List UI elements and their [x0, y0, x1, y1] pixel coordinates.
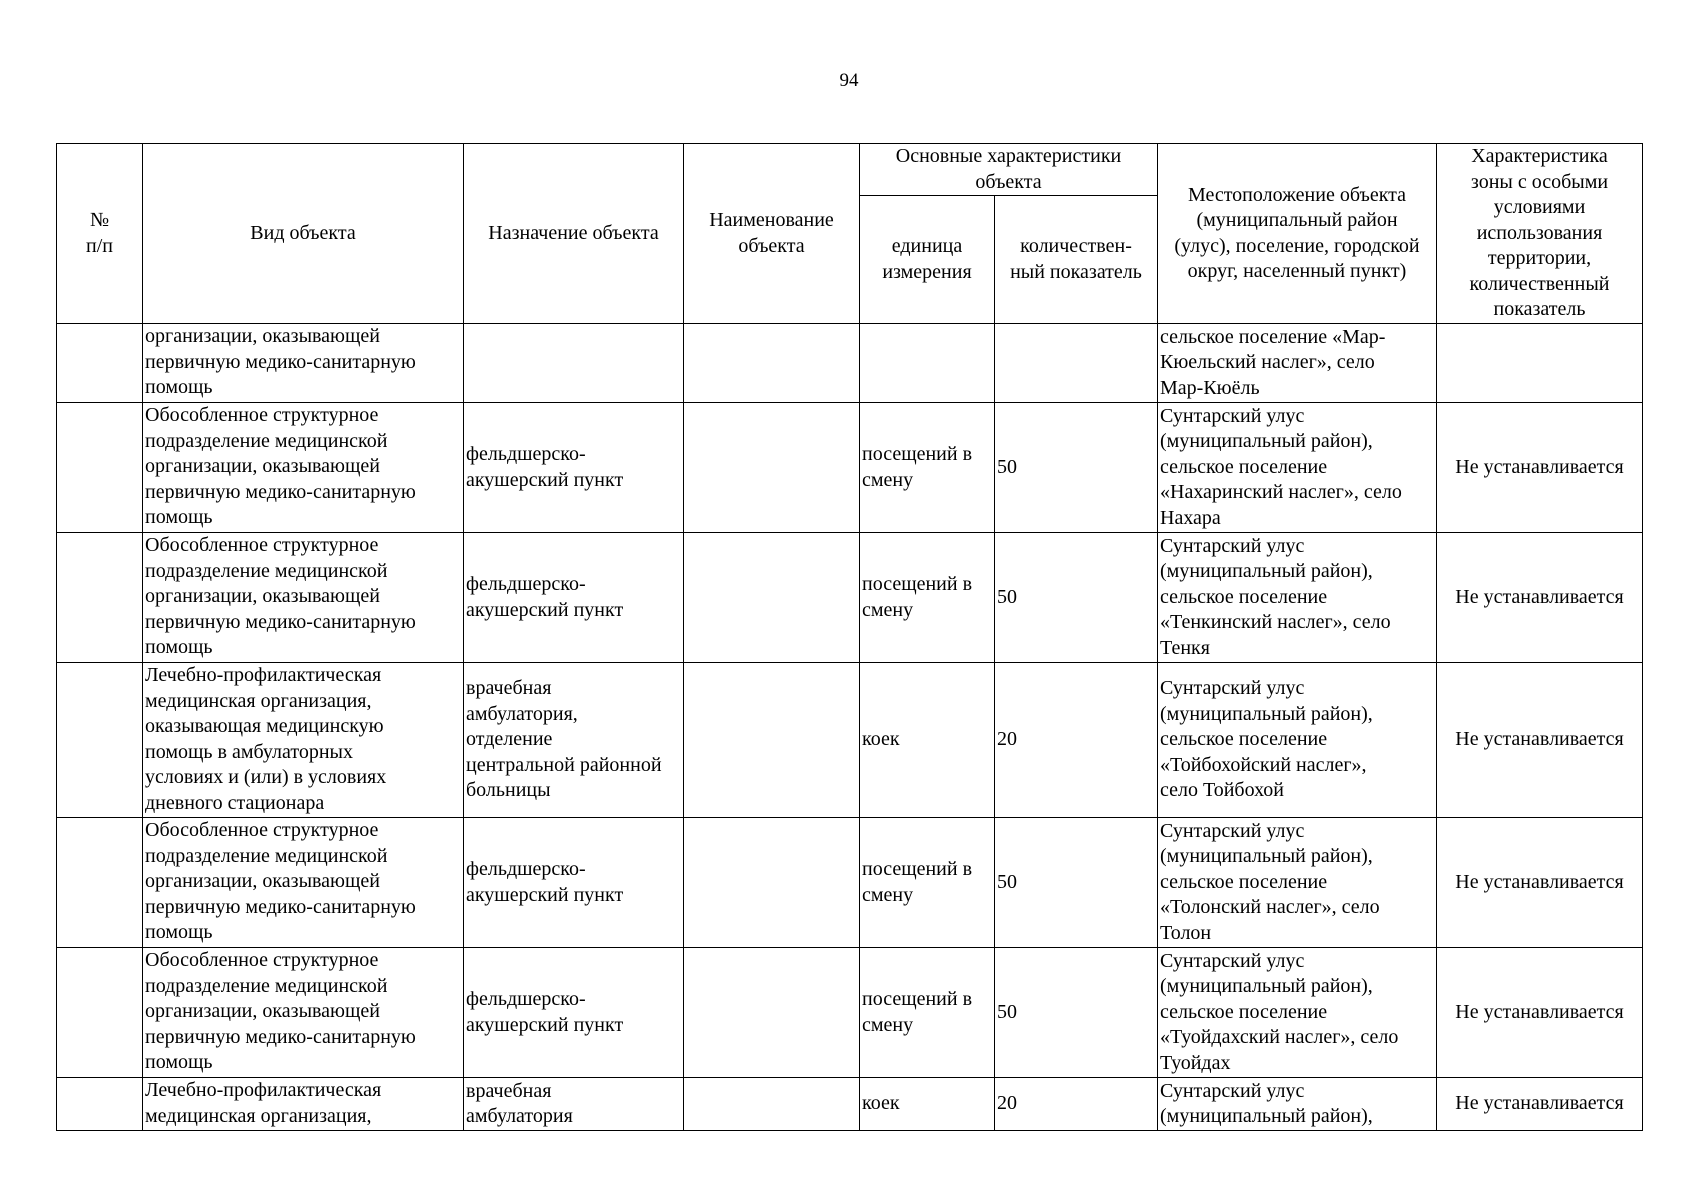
header-characteristics: Основные характеристики объекта [860, 144, 1158, 196]
cell-num [57, 403, 143, 533]
cell-zone: Не устанавливается [1437, 533, 1643, 663]
cell-quantity: 50 [995, 403, 1158, 533]
cell-unit: коек [860, 663, 995, 818]
header-unit: единица измерения [860, 196, 995, 324]
cell-name [684, 533, 860, 663]
header-location: Местоположение объекта (муниципальный район (улус), поселение, городской округ, населенный пункт) [1158, 144, 1437, 324]
cell-quantity: 50 [995, 818, 1158, 948]
header-kind: Вид объекта [143, 144, 464, 324]
cell-purpose: фельдшерско- акушерский пункт [464, 948, 684, 1078]
cell-name [684, 1078, 860, 1131]
table-row [57, 663, 1643, 818]
table-header [57, 144, 1643, 324]
header-num: № п/п [57, 144, 143, 324]
cell-name [684, 324, 860, 403]
cell-purpose: врачебная амбулатория, отделение центральной районной больницы [464, 663, 684, 818]
table-row [57, 533, 1643, 663]
cell-name [684, 403, 860, 533]
header-purpose: Назначение объекта [464, 144, 684, 324]
cell-quantity: 50 [995, 533, 1158, 663]
cell-name [684, 818, 860, 948]
cell-zone: Не устанавливается [1437, 663, 1643, 818]
cell-num [57, 818, 143, 948]
cell-quantity: 20 [995, 1078, 1158, 1131]
cell-kind: Обособленное структурное подразделение медицинской организации, оказывающей первичную медико-санитарную помощь [143, 403, 464, 533]
cell-location: Сунтарский улус (муниципальный район), сельское поселение «Нахаринский наслег», село Нахара [1158, 403, 1437, 533]
table-row [57, 324, 1643, 403]
cell-quantity: 20 [995, 663, 1158, 818]
cell-location: Сунтарский улус (муниципальный район), [1158, 1078, 1437, 1131]
cell-name [684, 663, 860, 818]
cell-unit: коек [860, 1078, 995, 1131]
table-body [57, 324, 1643, 1131]
cell-purpose: фельдшерско- акушерский пункт [464, 818, 684, 948]
cell-location: Сунтарский улус (муниципальный район), сельское поселение «Тойбохойский наслег», село Тойбохой [1158, 663, 1437, 818]
table-row [57, 1078, 1643, 1131]
cell-num [57, 663, 143, 818]
cell-kind: Лечебно-профилактическая медицинская организация, оказывающая медицинскую помощь в амбулаторных условиях и (или) в условиях дневного стационара [143, 663, 464, 818]
cell-location: Сунтарский улус (муниципальный район), сельское поселение «Толонский наслег», село Толон [1158, 818, 1437, 948]
cell-purpose: врачебная амбулатория [464, 1078, 684, 1131]
page-number: 94 [839, 70, 859, 91]
cell-unit [860, 324, 995, 403]
cell-unit: посещений в смену [860, 818, 995, 948]
cell-location: Сунтарский улус (муниципальный район), сельское поселение «Тенкинский наслег», село Тенкя [1158, 533, 1437, 663]
cell-num [57, 948, 143, 1078]
table-row [57, 948, 1643, 1078]
table-row [57, 818, 1643, 948]
header-zone: Характеристика зоны с особыми условиями использования территории, количественный показатель [1437, 144, 1643, 324]
cell-zone: Не устанавливается [1437, 948, 1643, 1078]
cell-zone: Не устанавливается [1437, 1078, 1643, 1131]
cell-quantity: 50 [995, 948, 1158, 1078]
cell-unit: посещений в смену [860, 403, 995, 533]
cell-kind: Обособленное структурное подразделение медицинской организации, оказывающей первичную медико-санитарную помощь [143, 948, 464, 1078]
cell-location: сельское поселение «Мар- Кюельский наслег», село Мар-Кюёль [1158, 324, 1437, 403]
cell-zone: Не устанавливается [1437, 403, 1643, 533]
objects-table [56, 143, 1643, 1131]
cell-num [57, 324, 143, 403]
cell-kind: Обособленное структурное подразделение медицинской организации, оказывающей первичную медико-санитарную помощь [143, 818, 464, 948]
cell-name [684, 948, 860, 1078]
cell-num [57, 1078, 143, 1131]
header-name: Наименование объекта [684, 144, 860, 324]
cell-location: Сунтарский улус (муниципальный район), сельское поселение «Туойдахский наслег», село Туойдах [1158, 948, 1437, 1078]
cell-purpose: фельдшерско- акушерский пункт [464, 403, 684, 533]
cell-unit: посещений в смену [860, 533, 995, 663]
header-quantity: количествен- ный показатель [995, 196, 1158, 324]
cell-kind: Обособленное структурное подразделение медицинской организации, оказывающей первичную медико-санитарную помощь [143, 533, 464, 663]
cell-purpose: фельдшерско- акушерский пункт [464, 533, 684, 663]
cell-kind: организации, оказывающей первичную медико-санитарную помощь [143, 324, 464, 403]
cell-unit: посещений в смену [860, 948, 995, 1078]
cell-kind: Лечебно-профилактическая медицинская организация, [143, 1078, 464, 1131]
cell-zone: Не устанавливается [1437, 818, 1643, 948]
cell-zone [1437, 324, 1643, 403]
cell-num [57, 533, 143, 663]
cell-quantity [995, 324, 1158, 403]
table-row [57, 403, 1643, 533]
cell-purpose [464, 324, 684, 403]
